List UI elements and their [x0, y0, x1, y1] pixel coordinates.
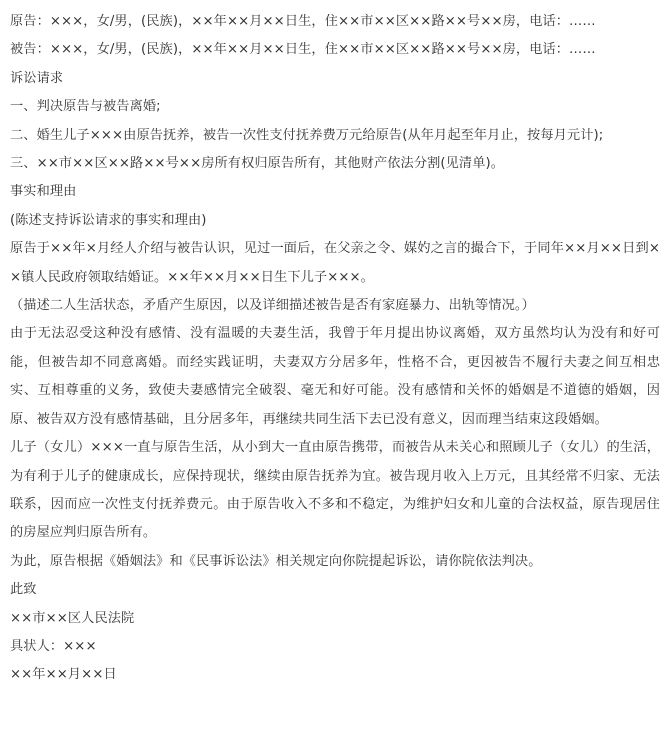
claim-item-3: 三、××市××区××路××号××房所有权归原告所有，其他财产依法分割(见清单)。	[10, 156, 505, 172]
claims-heading: 诉讼请求	[10, 70, 64, 86]
court-name: ××市××区人民法院	[10, 610, 135, 626]
conclusion: 为此，原告根据《婚姻法》和《民事诉讼法》相关规定向你院提起诉讼，请你院依法判决。	[10, 553, 542, 569]
plaintiff-info: 原告：×××，女/男，(民族)，××年××月××日生，住××市××区××路××号××房，电话：……	[10, 14, 596, 29]
facts-note: (陈述支持诉讼请求的事实和理由)	[10, 212, 207, 228]
fact-note-2: （描述二人生活状态，矛盾产生原因，以及详细描述被告是否有家庭暴力、出轨等情况。）	[10, 298, 535, 314]
claim-item-1: 一、判决原告与被告离婚;	[10, 99, 161, 115]
fact-paragraph-1: 原告于××年×月经人介绍与被告认识，见过一面后，在父亲之令、媒妁之言的撮合下，于同年××月××日到××镇人民政府领取结婚证。××年××月××日生下儿子×××。	[10, 241, 660, 285]
salutation: 此致	[10, 582, 37, 598]
facts-heading: 事实和理由	[10, 184, 77, 200]
fact-paragraph-3: 儿子（女儿）×××一直与原告生活，从小到大一直由原告携带，而被告从未关心和照顾儿子（女儿）的生活，为有利于儿子的健康成长，应保持现状，继续由原告抚养为宜。被告现月收入上万元，且其经常不归家、无法联系，因而应一次性支付抚养费元。由于原告收入不多和不稳定，为维护妇女和儿童的合法权益，原告现居住的房屋应判归原告所有。	[10, 440, 660, 541]
signer: 具状人：×××	[10, 638, 97, 654]
defendant-info: 被告：×××，女/男，(民族)，××年××月××日生，住××市××区××路××号××房，电话：……	[10, 42, 596, 58]
fact-paragraph-2: 由于无法忍受这种没有感情、没有温暖的夫妻生活，我曾于年月提出协议离婚，双方虽然均认为没有和好可能，但被告却不同意离婚。而经实践证明，夫妻双方分居多年，性格不合，更因被告不履行夫妻之间互相忠实、互相尊重的义务，致使夫妻感情完全破裂、毫无和好可能。没有感情和关怀的婚姻是不道德的婚姻，因原、被告双方没有感情基础，且分居多年，再继续共同生活下去已没有意义，因而理当结束这段婚姻。	[10, 326, 660, 427]
claim-item-2: 二、婚生儿子×××由原告抚养，被告一次性支付抚养费万元给原告(从年月起至年月止，按每月元计);	[10, 127, 604, 143]
document-date: ××年××月××日	[10, 667, 117, 683]
